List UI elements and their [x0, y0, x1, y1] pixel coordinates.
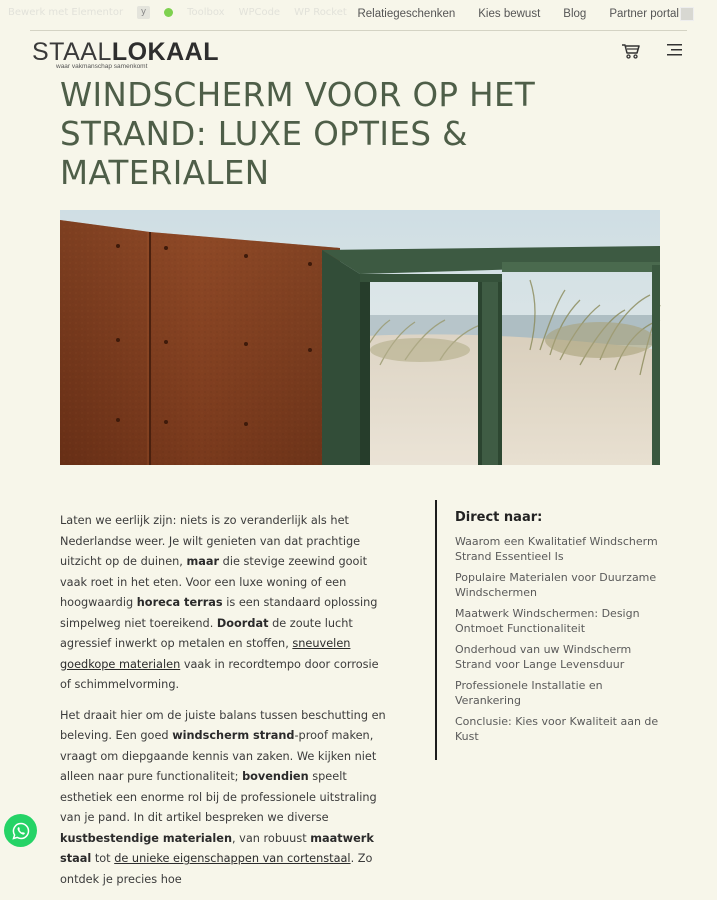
nav-link-partner-portal[interactable]: Partner portal — [609, 8, 679, 20]
bold-text: windscherm strand — [172, 729, 295, 742]
article-body — [60, 511, 390, 900]
article-paragraph-2 — [60, 706, 390, 891]
user-avatar-icon[interactable] — [680, 7, 694, 21]
wp-bar-item[interactable]: WPCode — [238, 7, 281, 18]
bold-text: maatwerk staal — [60, 831, 374, 865]
inline-link[interactable]: sneuvelen goedkope materialen — [60, 637, 351, 671]
toc-link[interactable]: Onderhoud van uw Windscherm Strand voor Lange Levensduur — [455, 643, 632, 671]
text-segment: , van robuust — [232, 831, 311, 845]
bold-text: kustbestendige materialen — [60, 831, 232, 845]
nav-link-kies-bewust[interactable]: Kies bewust — [478, 8, 541, 20]
toc-link[interactable]: Maatwerk Windschermen: Design Ontmoet Functionaliteit — [455, 607, 640, 635]
article-paragraph-1 — [60, 511, 390, 696]
text-segment: . Zo ontdek je precies hoe — [60, 852, 373, 886]
text-segment: speelt esthetiek een enorme rol bij de professionele uitstraling van je pand. In dit artikel bespreken we diverse — [60, 770, 377, 824]
status-dot-icon — [164, 8, 173, 17]
wp-bar-item[interactable]: Bewerk met Elementor — [8, 7, 124, 18]
bold-text: Doordat — [216, 616, 269, 630]
site-logo[interactable] — [32, 39, 219, 70]
toc-link[interactable]: Professionele Installatie en Verankering — [455, 679, 603, 707]
nav-link-relatiegeschenken[interactable]: Relatiegeschenken — [357, 8, 456, 20]
top-bar — [0, 0, 717, 30]
bold-text: maar — [186, 555, 220, 568]
wp-bar-item[interactable]: Toolbox — [187, 7, 225, 18]
top-nav — [357, 8, 693, 20]
text-segment: Laten we eerlijk zijn: niets is zo veranderlijk als het Nederlandse weer. Je wilt genieten van dat prachtige uitzicht op de duinen, — [60, 514, 361, 568]
header-divider — [30, 30, 687, 31]
bold-text: horeca terras — [136, 596, 223, 609]
whatsapp-icon — [12, 822, 30, 840]
text-segment: Het draait hier om de juiste balans tussen beschutting en beleving. Een goed — [60, 708, 386, 742]
wp-bar-item[interactable]: WP Rocket — [294, 7, 347, 18]
text-segment: -proof maken, vraagt om diepgaande kennis van zaken. We kijken niet alleen naar pure functionaliteit; — [60, 729, 377, 783]
cart-icon[interactable] — [621, 40, 641, 60]
hero-image — [60, 210, 660, 465]
toc-link[interactable]: Populaire Materialen voor Duurzame Windschermen — [455, 571, 657, 599]
toc-link[interactable]: Waarom een Kwalitatief Windscherm Strand Essentieel Is — [455, 535, 658, 563]
logo-tagline: waar vakmanschap samenkomt — [56, 63, 148, 70]
page-title: WINDSCHERM VOOR OP HET STRAND: LUXE OPTIES & MATERIALEN — [60, 76, 536, 192]
logo-text-thin: STAAL — [32, 38, 112, 66]
text-segment: die stevige zeewind gooit vaak roet in het eten. Voor een luxe woning of een hoogwaardig — [60, 555, 368, 609]
toc-link[interactable]: Conclusie: Kies voor Kwaliteit aan de Kust — [455, 715, 659, 743]
text-segment: tot — [91, 852, 115, 865]
table-of-contents — [435, 500, 660, 760]
logo-text-bold: LOKAAL — [111, 38, 219, 66]
whatsapp-button[interactable] — [4, 814, 37, 847]
text-segment: vaak in recordtempo door corrosie of schimmelvorming. — [60, 657, 379, 691]
text-segment: de zoute lucht agressief inwerkt op metalen en stoffen, — [60, 616, 353, 650]
bold-text: bovendien — [242, 770, 309, 783]
inline-link[interactable]: de unieke eigenschappen van cortenstaal — [114, 852, 351, 865]
wp-admin-bar — [8, 6, 347, 19]
nav-link-blog[interactable]: Blog — [563, 8, 587, 20]
toc-heading: Direct naar: — [455, 510, 543, 525]
hamburger-menu-icon[interactable] — [666, 43, 683, 57]
text-segment: is een standaard oplossing simpelweg niet toereikend. — [60, 596, 378, 630]
yoast-icon[interactable]: y — [137, 6, 150, 19]
